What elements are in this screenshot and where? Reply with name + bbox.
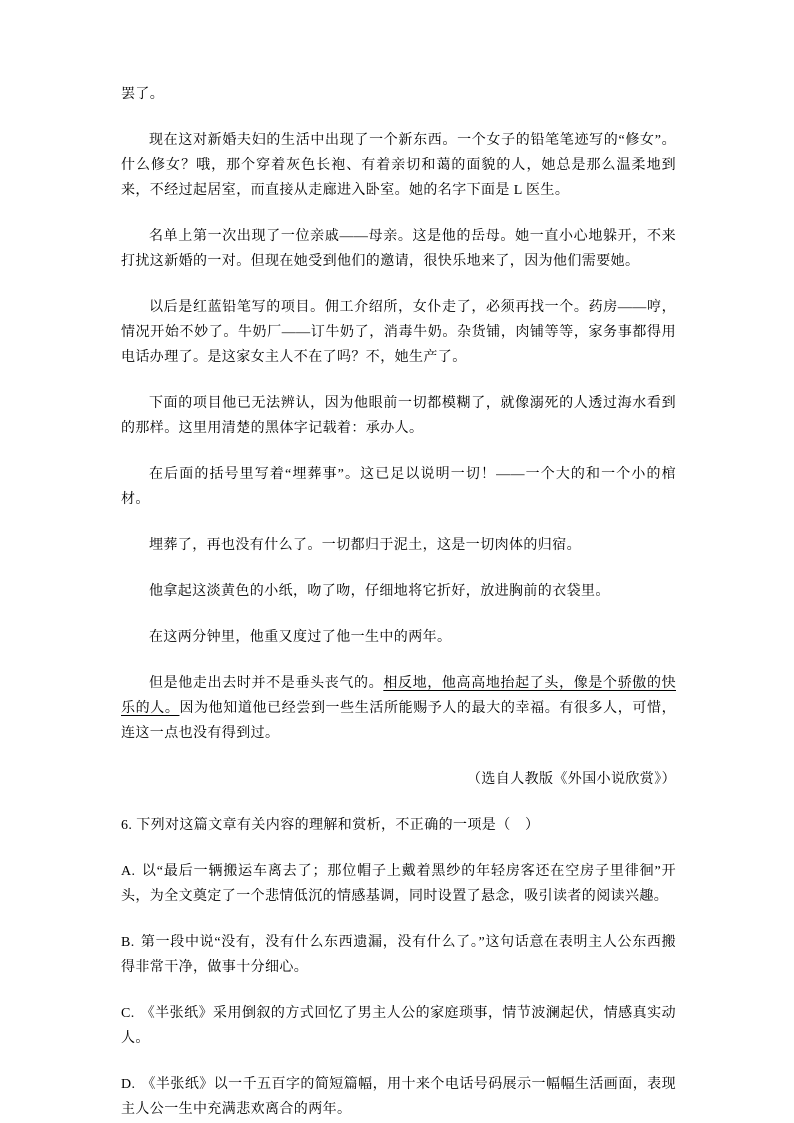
- option-a-label: A.: [121, 864, 136, 879]
- option-b-text: 第一段中说“没有，没有什么东西遗漏，没有什么了。”这句话意在表明主人公东西搬得非常干净，做事十分细心。: [121, 935, 676, 975]
- option-b-label: B.: [121, 935, 135, 950]
- option-c-label: C.: [121, 1006, 135, 1021]
- question-section: [121, 813, 676, 1122]
- story-paragraph-continuation: 罢了。: [121, 87, 165, 102]
- option-c: [121, 1001, 676, 1051]
- final-paragraph-underlined-text: 相反地，他高高地抬起了头，像是个骄傲的快乐的人。: [121, 676, 676, 716]
- source-attribution: （选自人教版《外国小说欣赏》）: [467, 772, 676, 787]
- option-d-text: 《半张纸》以一千五百字的简短篇幅，用十来个电话号码展示一幅幅生活画面，表现主人公一生中充满悲欢离合的两年。: [121, 1077, 676, 1117]
- question-stem: 6. 下列对这篇文章有关内容的理解和赏析，不正确的一项是（ ）: [121, 818, 540, 833]
- story-paragraph: 名单上第一次出现了一位亲戚——母亲。这是他的岳母。她一直小心地躲开，不来打扰这新婚的一对。但现在她受到他们的邀请，很快乐地来了，因为他们需要她。: [121, 229, 676, 269]
- final-paragraph-pre: 但是他走出去时并不是垂头丧气的。: [149, 676, 384, 691]
- option-d-label: D.: [121, 1077, 136, 1092]
- story-paragraph: 在后面的括号里写着“埋葬事”。这已足以说明一切！——一个大的和一个小的棺材。: [121, 467, 676, 507]
- option-d: [121, 1072, 676, 1122]
- option-b: [121, 930, 676, 980]
- story-paragraph: 下面的项目他已无法辨认，因为他眼前一切都模糊了，就像溺死的人透过海水看到的那样。这里用清楚的黑体字记载着：承办人。: [121, 396, 676, 436]
- story-paragraph: 以后是红蓝铅笔写的项目。佣工介绍所，女仆走了，必须再找一个。药房——哼，情况开始不妙了。牛奶厂——订牛奶了，消毒牛奶。杂货铺，肉铺等等，家务事都得用电话办理了。是这家女主人不在了吗？不，她生产了。: [121, 300, 676, 365]
- option-a-text: 以“最后一辆搬运车离去了；那位帽子上戴着黑纱的年轻房客还在空房子里徘徊”开头，为全文奠定了一个悲情低沉的情感基调，同时设置了悬念，吸引读者的阅读兴趣。: [121, 864, 676, 904]
- story-paragraph: 埋葬了，再也没有什么了。一切都归于泥土，这是一切肉体的归宿。: [149, 538, 581, 553]
- story-paragraph: 现在这对新婚夫妇的生活中出现了一个新东西。一个女子的铅笔笔迹写的“修女”。什么修女？哦，那个穿着灰色长袍、有着亲切和蔼的面貌的人，她总是那么温柔地到来，不经过起居室，而直接从走廊进入卧室。她的名字下面是 L 医生。: [121, 133, 676, 198]
- story-paragraph-final: [121, 671, 676, 746]
- option-a: [121, 859, 676, 909]
- story-paragraph: 在这两分钟里，他重又度过了他一生中的两年。: [149, 630, 452, 645]
- final-paragraph-post: 因为他知道他已经尝到一些生活所能赐予人的最大的幸福。有很多人，可惜，连这一点也没有得到过。: [121, 701, 676, 741]
- option-c-text: 《半张纸》采用倒叙的方式回忆了男主人公的家庭琐事，情节波澜起伏，情感真实动人。: [121, 1006, 676, 1046]
- story-section: [121, 82, 676, 792]
- story-paragraph: 他拿起这淡黄色的小纸，吻了吻，仔细地将它折好，放进胸前的衣袋里。: [149, 584, 610, 599]
